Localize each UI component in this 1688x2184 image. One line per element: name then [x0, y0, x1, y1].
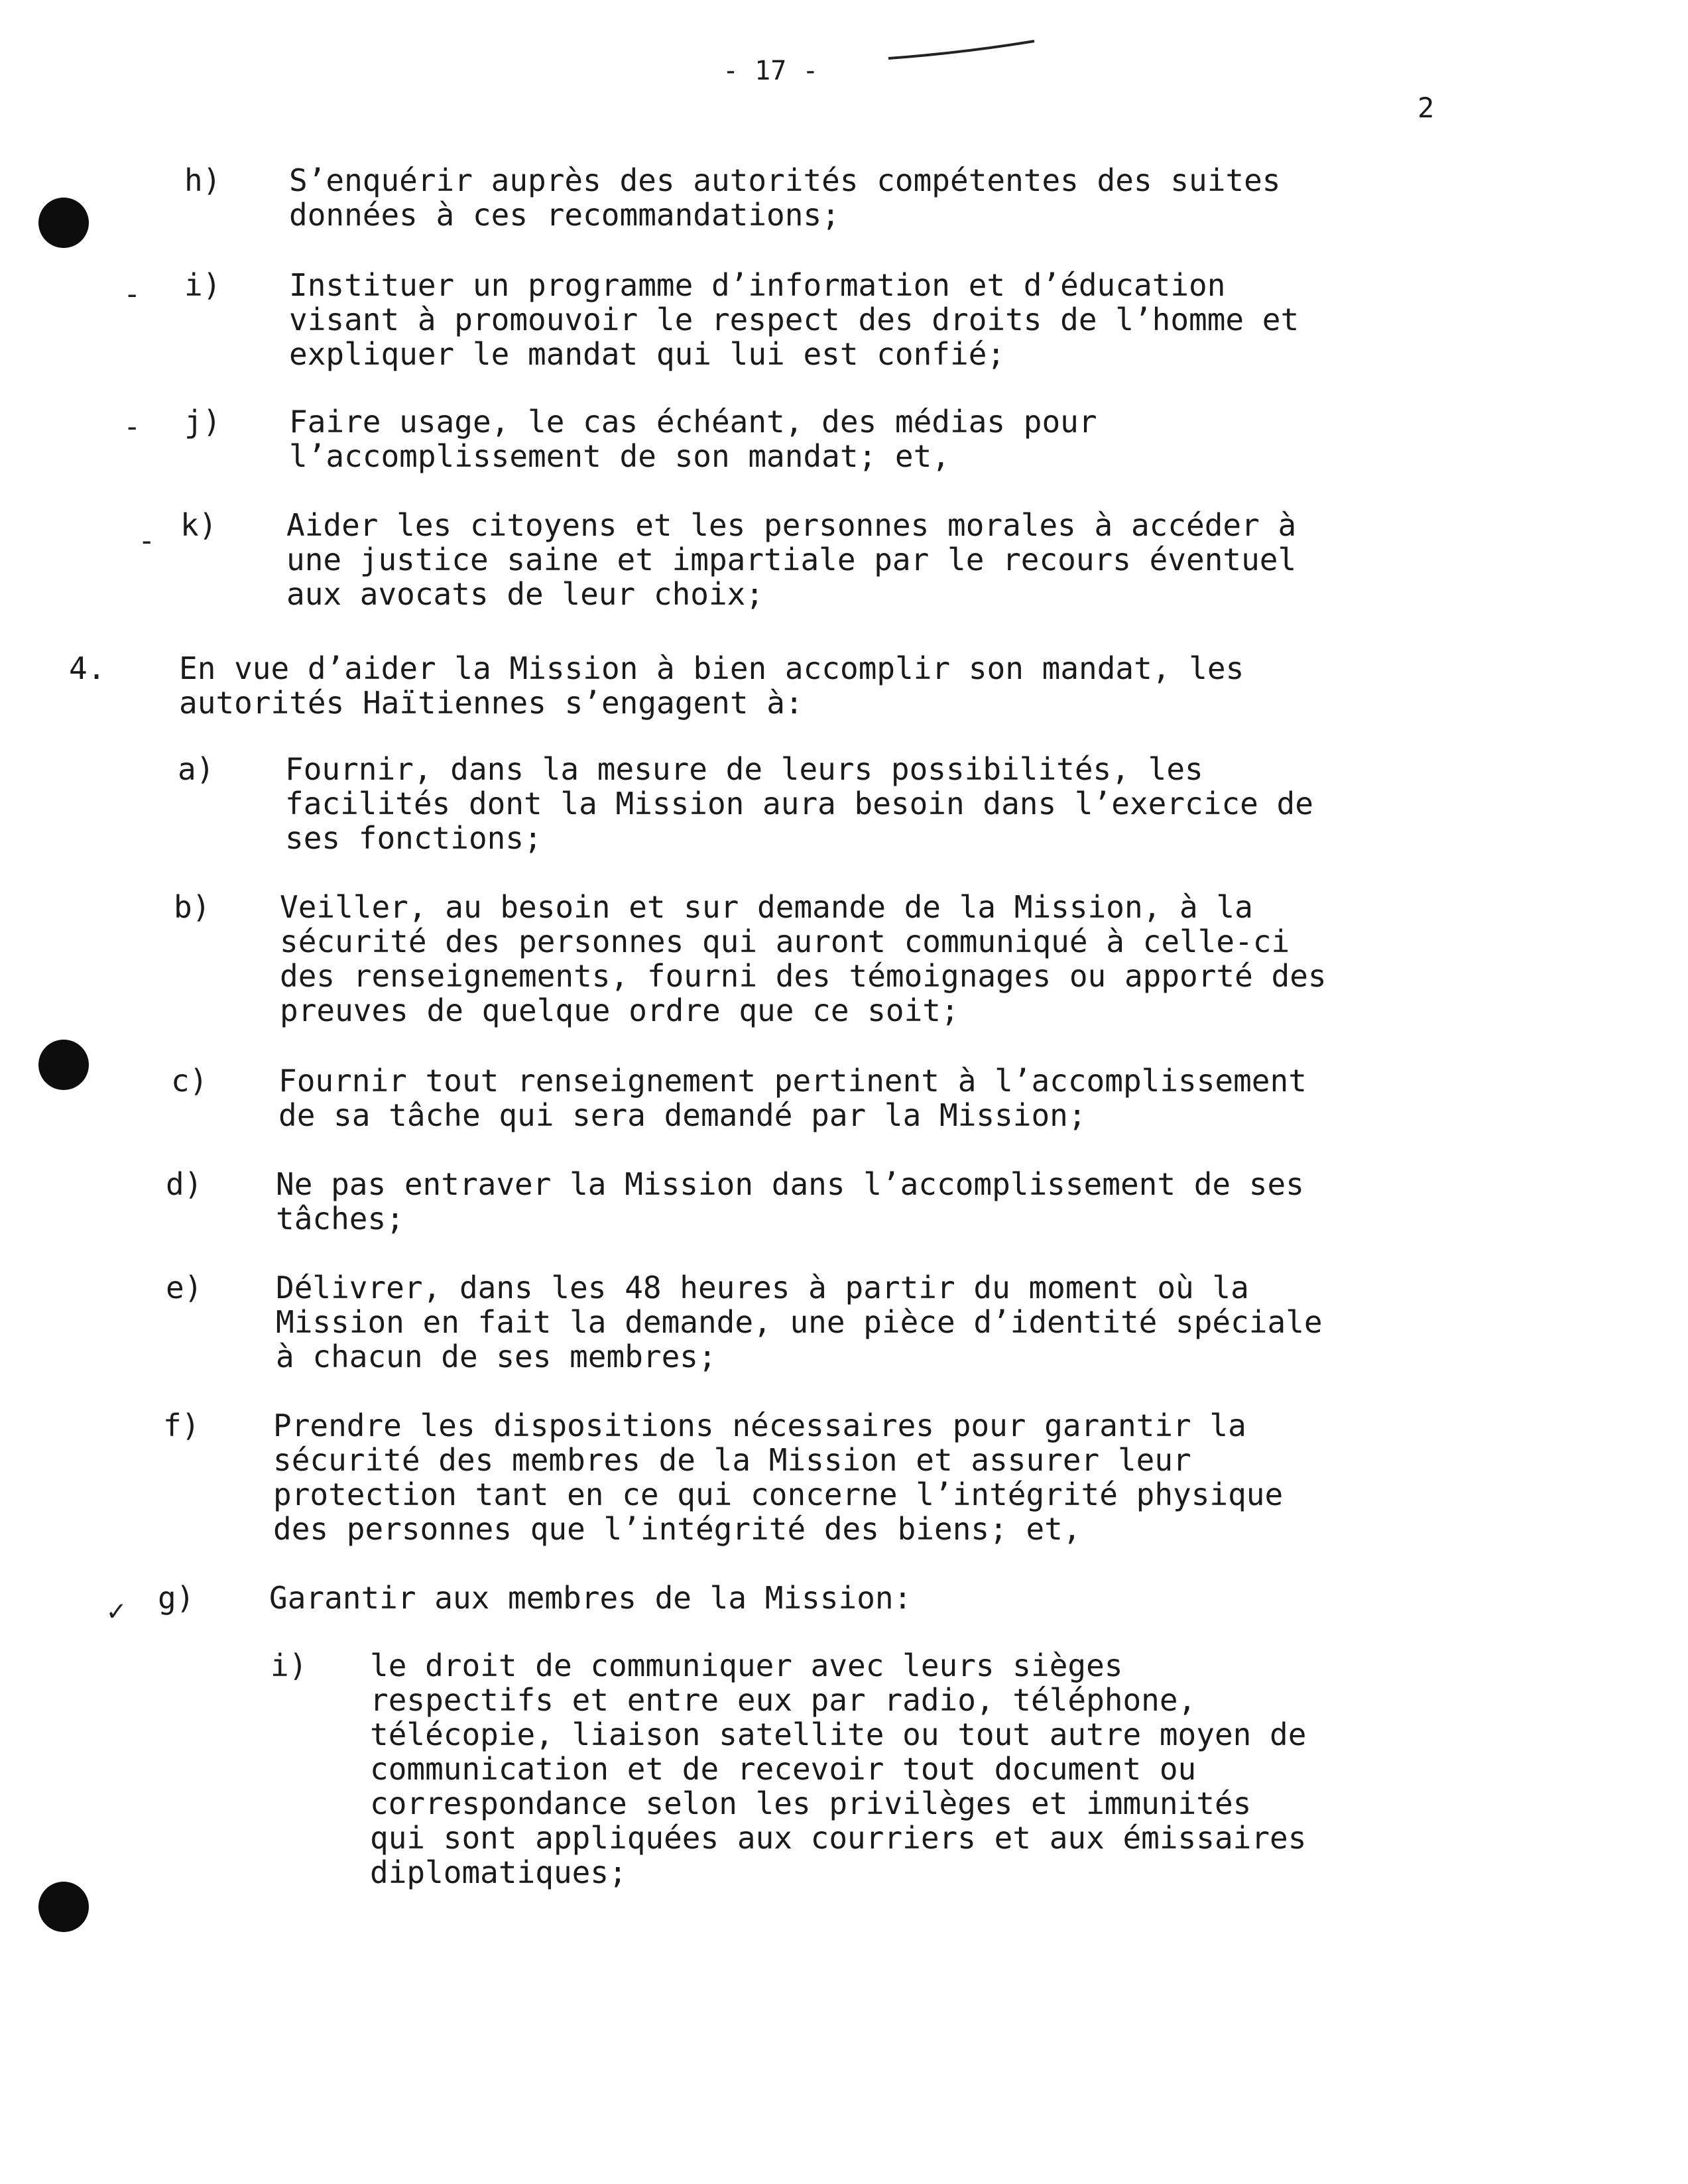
item-text: Aider les citoyens et les personnes morales à accéder à une justice saine et impartiale par le recours éventuel aux avocats de leur choix;	[286, 507, 1297, 612]
pen-scribble	[882, 27, 1054, 66]
item-text: Garantir aux membres de la Mission:	[269, 1580, 912, 1616]
binder-hole-top	[38, 198, 89, 248]
binder-hole-middle	[38, 1040, 89, 1090]
item-label: e)	[166, 1270, 203, 1305]
item-text: Ne pas entraver la Mission dans l’accomplissement de ses tâches;	[276, 1166, 1304, 1237]
margin-dash-i: -	[123, 277, 141, 311]
item-label: i)	[184, 267, 221, 303]
item-label: k)	[180, 507, 217, 543]
item-text: S’enquérir auprès des autorités compétentes des suites données à ces recommandations;	[289, 162, 1281, 233]
corner-page-number: 2	[1417, 91, 1435, 124]
item-text: le droit de communiquer avec leurs sièges respectifs et entre eux par radio, téléphone, télécopie, liaison satellite ou tout autre moyen de communication et de recevoir tout document ou correspondance selon les privilèges et immunités qui sont appliquées aux courriers et aux émissaires diplomatiques;	[370, 1648, 1307, 1890]
item-text: Fournir tout renseignement pertinent à l’accomplissement de sa tâche qui sera demandé par la Mission;	[278, 1063, 1307, 1133]
item-text: Faire usage, le cas échéant, des médias pour l’accomplissement de son mandat; et,	[289, 404, 1097, 474]
item-label: b)	[174, 889, 211, 925]
item-label: c)	[171, 1063, 208, 1099]
item-text: Délivrer, dans les 48 heures à partir du moment où la Mission en fait la demande, une pièce d’identité spéciale à chacun de ses membres;	[276, 1270, 1323, 1374]
item-label: a)	[178, 751, 215, 787]
margin-check-g: ✓	[107, 1594, 125, 1628]
item-label: d)	[166, 1166, 203, 1202]
binder-hole-bottom	[38, 1882, 89, 1932]
item-text: Veiller, au besoin et sur demande de la Mission, à la sécurité des personnes qui auront communiqué à celle-ci des renseignements, fourni des témoignages ou apporté des preuves de quelque ordre que ce soit;	[280, 889, 1327, 1028]
item-label: h)	[184, 162, 221, 198]
item-label: i)	[271, 1648, 308, 1683]
page-number: - 17 -	[723, 56, 819, 86]
section-text: En vue d’aider la Mission à bien accomplir son mandat, les autorités Haïtiennes s’engagent à:	[179, 650, 1244, 721]
margin-dash-k: -	[138, 524, 156, 558]
item-label: j)	[184, 404, 221, 440]
item-label: f)	[163, 1408, 200, 1443]
margin-dash-j: -	[123, 410, 141, 444]
item-label: g)	[158, 1580, 195, 1616]
section-number: 4.	[69, 650, 106, 686]
item-text: Fournir, dans la mesure de leurs possibilités, les facilités dont la Mission aura besoin dans l’exercice de ses fonctions;	[285, 751, 1313, 856]
item-text: Prendre les dispositions nécessaires pour garantir la sécurité des membres de la Mission et assurer leur protection tant en ce qui concerne l’intégrité physique des personnes que l’intégrité des biens; et,	[273, 1408, 1284, 1547]
item-text: Instituer un programme d’information et d’éducation visant à promouvoir le respect des droits de l’homme et expliquer le mandat qui lui est confié;	[289, 267, 1299, 372]
